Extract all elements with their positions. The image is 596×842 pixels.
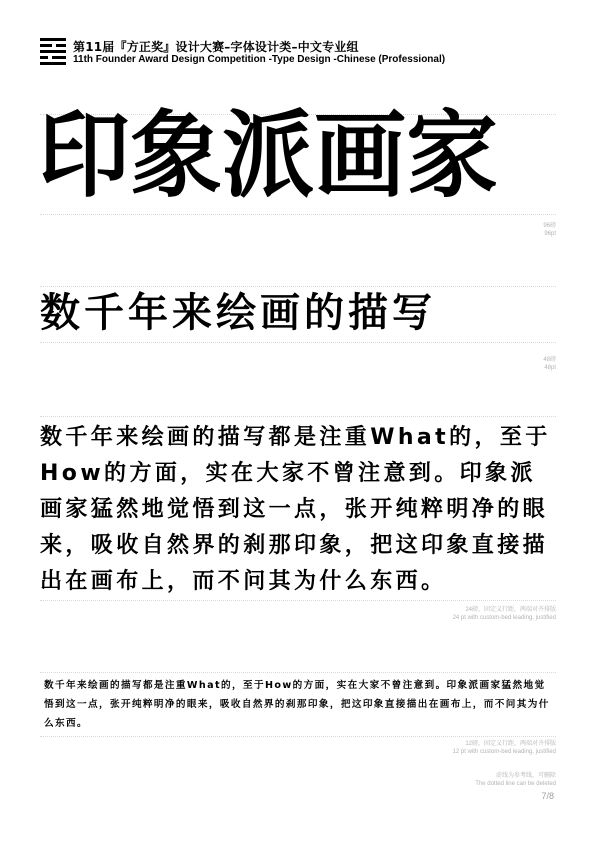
body-large-caption [453, 606, 556, 622]
guide-line [40, 736, 556, 737]
caption-en: 12 pt with custom-bed leading, justified [452, 749, 556, 755]
guide-line [40, 600, 556, 601]
guide-line [40, 286, 556, 287]
caption-en: 48pt [544, 365, 556, 371]
caption-cn: 96磅 [543, 223, 556, 229]
display-subtitle: 数千年来绘画的描写 [40, 290, 436, 336]
body-text-12pt: 数千年来绘画的描写都是注重What的，至于How的方面，实在大家不曾注意到。印象派画家猛然地觉悟到这一点，张开纯粹明净的眼来，吸收自然界的刹那印象，把这印象直接描出在画布上，而不问其为什么东西。 [44, 680, 550, 729]
header-title-en: 11th Founder Award Design Competition -Type Design -Chinese (Professional) [73, 54, 446, 65]
guide-line [40, 214, 556, 215]
header-title-cn: 第11届『方正奖』设计大赛–字体设计类–中文专业组 [73, 40, 359, 54]
guide-line [40, 672, 556, 673]
caption-en: 24 pt with custom-bed leading, justified [452, 615, 556, 621]
body-text-24pt: 数千年来绘画的描写都是注重What的，至于How的方面，实在大家不曾注意到。印象派画家猛然地觉悟到这一点，张开纯粹明净的眼来，吸收自然界的刹那印象，把这印象直接描出在画布上，而不问其为什么东西。 [40, 425, 551, 594]
guide-line [40, 342, 556, 343]
note-cn: 虚线为参考线，可删除 [495, 773, 556, 779]
page-number: 7/8 [541, 791, 554, 801]
note-en: The dotted line can be deleted [475, 781, 556, 787]
founder-logo-icon [40, 38, 66, 64]
caption-en: 96pt [544, 231, 556, 237]
body-small-caption [453, 740, 556, 756]
title-size-caption [543, 222, 556, 238]
guide-line [40, 416, 556, 417]
caption-cn: 12磅，固定义行距，两端对齐排版 [465, 741, 556, 747]
display-title: 印象派画家 [38, 100, 499, 211]
dotted-line-note [475, 772, 556, 788]
caption-cn: 48磅 [543, 357, 556, 363]
caption-cn: 24磅，固定义行距，两端对齐排版 [465, 607, 556, 613]
subtitle-size-caption [543, 356, 556, 372]
